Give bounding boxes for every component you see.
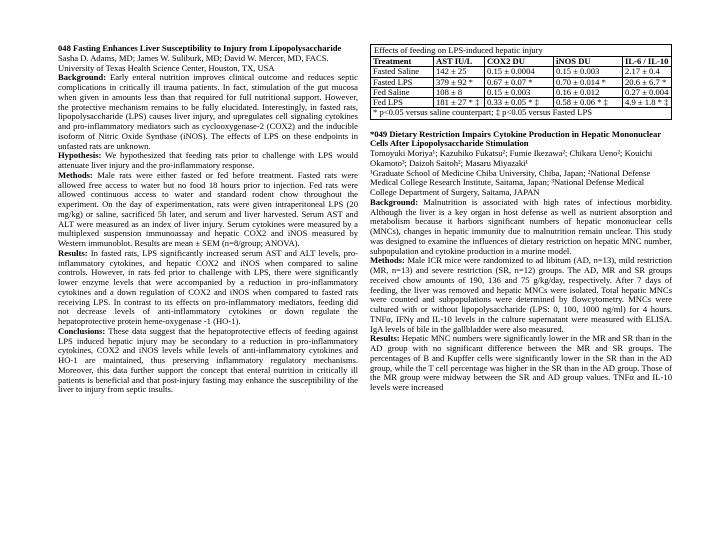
- background-text: Early enteral nutrition improves clinical outcome and reduces septic complications in critically ill trauma patients. In fact, stimulation of the gut mucosa when given in amounts less than that required for full nutritional support. However, the protective mechanism remains to be fully elucidated. Interestingly, in fasted rats, lipopolysaccharide (LPS) causes liver injury, and upregulates cell signaling cytokines and pro-inflammatory mediators such as cyclooxygenase-2 (COX2) and the inducible isoform of Nitric Oxide Synthase (iNOS). The effects of LPS on these endpoints in unfasted rats are unknown.: [58, 72, 358, 151]
- abstract-049: [370, 130, 672, 393]
- abstract-title: *049 Dietary Restriction Impairs Cytokine Production in Hepatic Mononuclear Cells After Lipopolysaccharide Stimulation: [370, 128, 661, 149]
- table-header-cell: AST IU/L: [434, 57, 485, 67]
- abstract-title: 048 Fasting Enhances Liver Susceptibility to Injury from Lipopolysaccharide: [58, 43, 342, 53]
- background-label: Background:: [370, 196, 419, 207]
- abstract-authors: Tomoyuki Moriya¹; Kazuhiko Fukatsu²; Fumie Ikezawa²; Chikara Ueno²; Kouichi Okamoto³; Daizoh Saitoh²; Masaru Miyazaki¹: [370, 148, 653, 168]
- table-cell: 0.15 ± 0.0004: [485, 67, 554, 77]
- table-header-cell: iNOS DU: [554, 57, 623, 67]
- table-cell: 20.6 ± 6.7 *: [623, 77, 672, 87]
- hypothesis-label: Hypothesis:: [58, 150, 102, 161]
- abstract-048: [58, 44, 358, 395]
- table-cell: Fed Saline: [371, 87, 434, 97]
- table-cell: 0.70 ± 0.014 *: [554, 77, 623, 87]
- results-label: Results:: [370, 333, 400, 344]
- background-section: [370, 198, 672, 257]
- background-text: Malnutrition is associated with high rates of infectious morbidity. Although the liver is a key organ in host defense as well as nutrient absorption and metabolism because it harbors significant numbers of hepatic mononuclear cells (MNCs), changes in hepatic immunity due to malnutrition remain unclear. This study was designed to examine the influences of dietary restriction on hepatic MNC number, subpopulation and cytokine production in a murine model.: [370, 196, 672, 256]
- table-cell: 0.27 ± 0.004: [623, 87, 672, 97]
- table-footnote: * p<0.05 versus saline counterpart; ‡ p<0.05 versus Fasted LPS: [370, 108, 672, 120]
- table-cell: 108 ± 8: [434, 87, 485, 97]
- methods-section: [370, 256, 672, 334]
- table-cell: 379 ± 92 *: [434, 77, 485, 87]
- table-row: [371, 67, 672, 77]
- table-row: [371, 77, 672, 87]
- methods-section: [58, 171, 358, 249]
- table-header-cell: COX2 DU: [485, 57, 554, 67]
- table-cell: 142 ± 25: [434, 67, 485, 77]
- table-cell: 4.9 ± 1.8 * ‡: [623, 98, 672, 108]
- background-label: Background:: [58, 72, 107, 83]
- methods-text: Male ICR mice were randomized to ad libitum (AD, n=13), mild restriction (MR, n=13) and severe restriction (SR, n=12) groups. The AD, MR and SR groups received chow amounts of 190, 136 and 75 g/kg/day, respectively. After 7 days of feeding, the liver was removed and hepatic MNCs were isolated. Total hepatic MNCs were counted and subpopulations were determined by flowcytometry. MNCs were cultured with or without lipopolysaccharide (LPS: 0, 100, 1000 ng/ml) for 4 hours. TNFα, IFNγ and IL-10 levels in the culture supernatant were measured with ELISA. IgA levels of bile in the gallbladder were also measured.: [370, 255, 672, 334]
- conclusions-label: Conclusions:: [58, 325, 106, 336]
- methods-label: Methods:: [370, 255, 405, 266]
- document-page: [58, 44, 670, 540]
- table-cell: Fasted LPS: [371, 77, 434, 87]
- abstract-affiliation: ¹Graduate School of Medicine Chiba University, Chiba, Japan; ²National Defense Medical College Research Institute, Saitama, Japan; ³National Defense Medical College Department of Surgery, Saitama, JAPAN: [370, 167, 651, 198]
- results-text: Hepatic MNC numbers were significantly lower in the MR and SR than in the AD group with no significant difference between the MR and SR groups. The percentages of B and Kupffer cells were significantly lower in the SR than in the AD group, while the T cell percentage was higher in the SR than in the AD group. Those of the MR group were midway between the SR and AD group values. TNFα and IL-10 levels were increased: [370, 333, 672, 393]
- table-cell: Fed LPS: [371, 98, 434, 108]
- table-header-cell: Treatment: [371, 57, 434, 67]
- hypothesis-section: [58, 151, 358, 171]
- table-cell: 0.33 ± 0.05 * ‡: [485, 98, 554, 108]
- results-text: In fasted rats, LPS significantly increased serum AST and ALT levels, pro-inflammatory cytokines, and hepatic COX2 and iNOS when compared to saline controls. However, in rats fed prior to challenge with LPS, there were significantly lower enzyme levels that were accompanied by a reduction in pro-inflammatory cytokines and a down regulation of COX2 and iNOS when compared to fasted rats receiving LPS. In contrast to its effects on pro-inflammatory mediators, feeding did not decrease levels of anti-inflammatory cytokines or down regulate the hepatoprotective protein heme-oxygenase -1 (HO-1).: [58, 247, 358, 326]
- table-row: [371, 87, 672, 97]
- methods-label: Methods:: [58, 169, 93, 180]
- abstract-authors: Sasha D. Adams, MD; James W. Suliburk, MD; David W. Mercer, MD, FACS.: [58, 52, 329, 63]
- table-caption: Effects of feeding on LPS-induced hepatic injury: [371, 45, 672, 57]
- conclusions-section: [58, 327, 358, 395]
- table-cell: 0.15 ± 0.003: [485, 87, 554, 97]
- results-section: [370, 334, 672, 393]
- results-label: Results:: [58, 247, 88, 258]
- right-column: [370, 44, 672, 393]
- table-cell: 0.58 ± 0.06 * ‡: [554, 98, 623, 108]
- table-cell: 2.17 ± 0.4: [623, 67, 672, 77]
- table-cell: 0.16 ± 0.012: [554, 87, 623, 97]
- abstract-affiliation: University of Texas Health Science Center, Houston, TX, USA: [58, 62, 275, 73]
- methods-text: Male rats were either fasted or fed before treatment. Fasted rats were allowed free access to water but no food 18 hours prior to injection. Fed rats were allowed continuous access to water and standard rodent chow throughout the experiment. On the day of experimentation, rats were given intraperitoneal LPS (20 mg/kg) or saline, sacrificed 5h later, and serum and liver harvested. Serum AST and ALT were measured as an index of liver injury. Serum cytokines were measured by a multiplexed suspension immunoassay and hepatic COX2 and iNOS measured by Western immunoblot. Results are mean ± SEM (n=8/group; ANOVA).: [58, 169, 358, 248]
- table-cell: 0.67 ± 0.07 *: [485, 77, 554, 87]
- results-section: [58, 249, 358, 327]
- table-cell: 181 ± 27 * ‡: [434, 98, 485, 108]
- table-header-row: [371, 57, 672, 67]
- conclusions-text: These data suggest that the hepatoprotective effects of feeding against LPS induced hepatic injury may be secondary to a reduction in pro-inflammatory cytokines, COX2 and iNOS levels while levels of anti-inflammatory cytokines and HO-1 are maintained, thus preserving inflammatory regulatory mechanisms. Moreover, this data further support the concept that enteral nutrition in critically ill patients is beneficial and that post-injury fasting may enhance the susceptibility of the liver to injury from septic insults.: [58, 325, 358, 395]
- table-cell: Fasted Saline: [371, 67, 434, 77]
- results-table: [370, 44, 672, 108]
- table-row: [371, 98, 672, 108]
- table-cell: 0.15 ± 0.003: [554, 67, 623, 77]
- background-section: [58, 73, 358, 151]
- table-header-cell: IL-6 / IL-10: [623, 57, 672, 67]
- hypothesis-text: We hypothesized that feeding rats prior to challenge with LPS would attenuate liver injury and the pro-inflammatory response.: [58, 150, 358, 170]
